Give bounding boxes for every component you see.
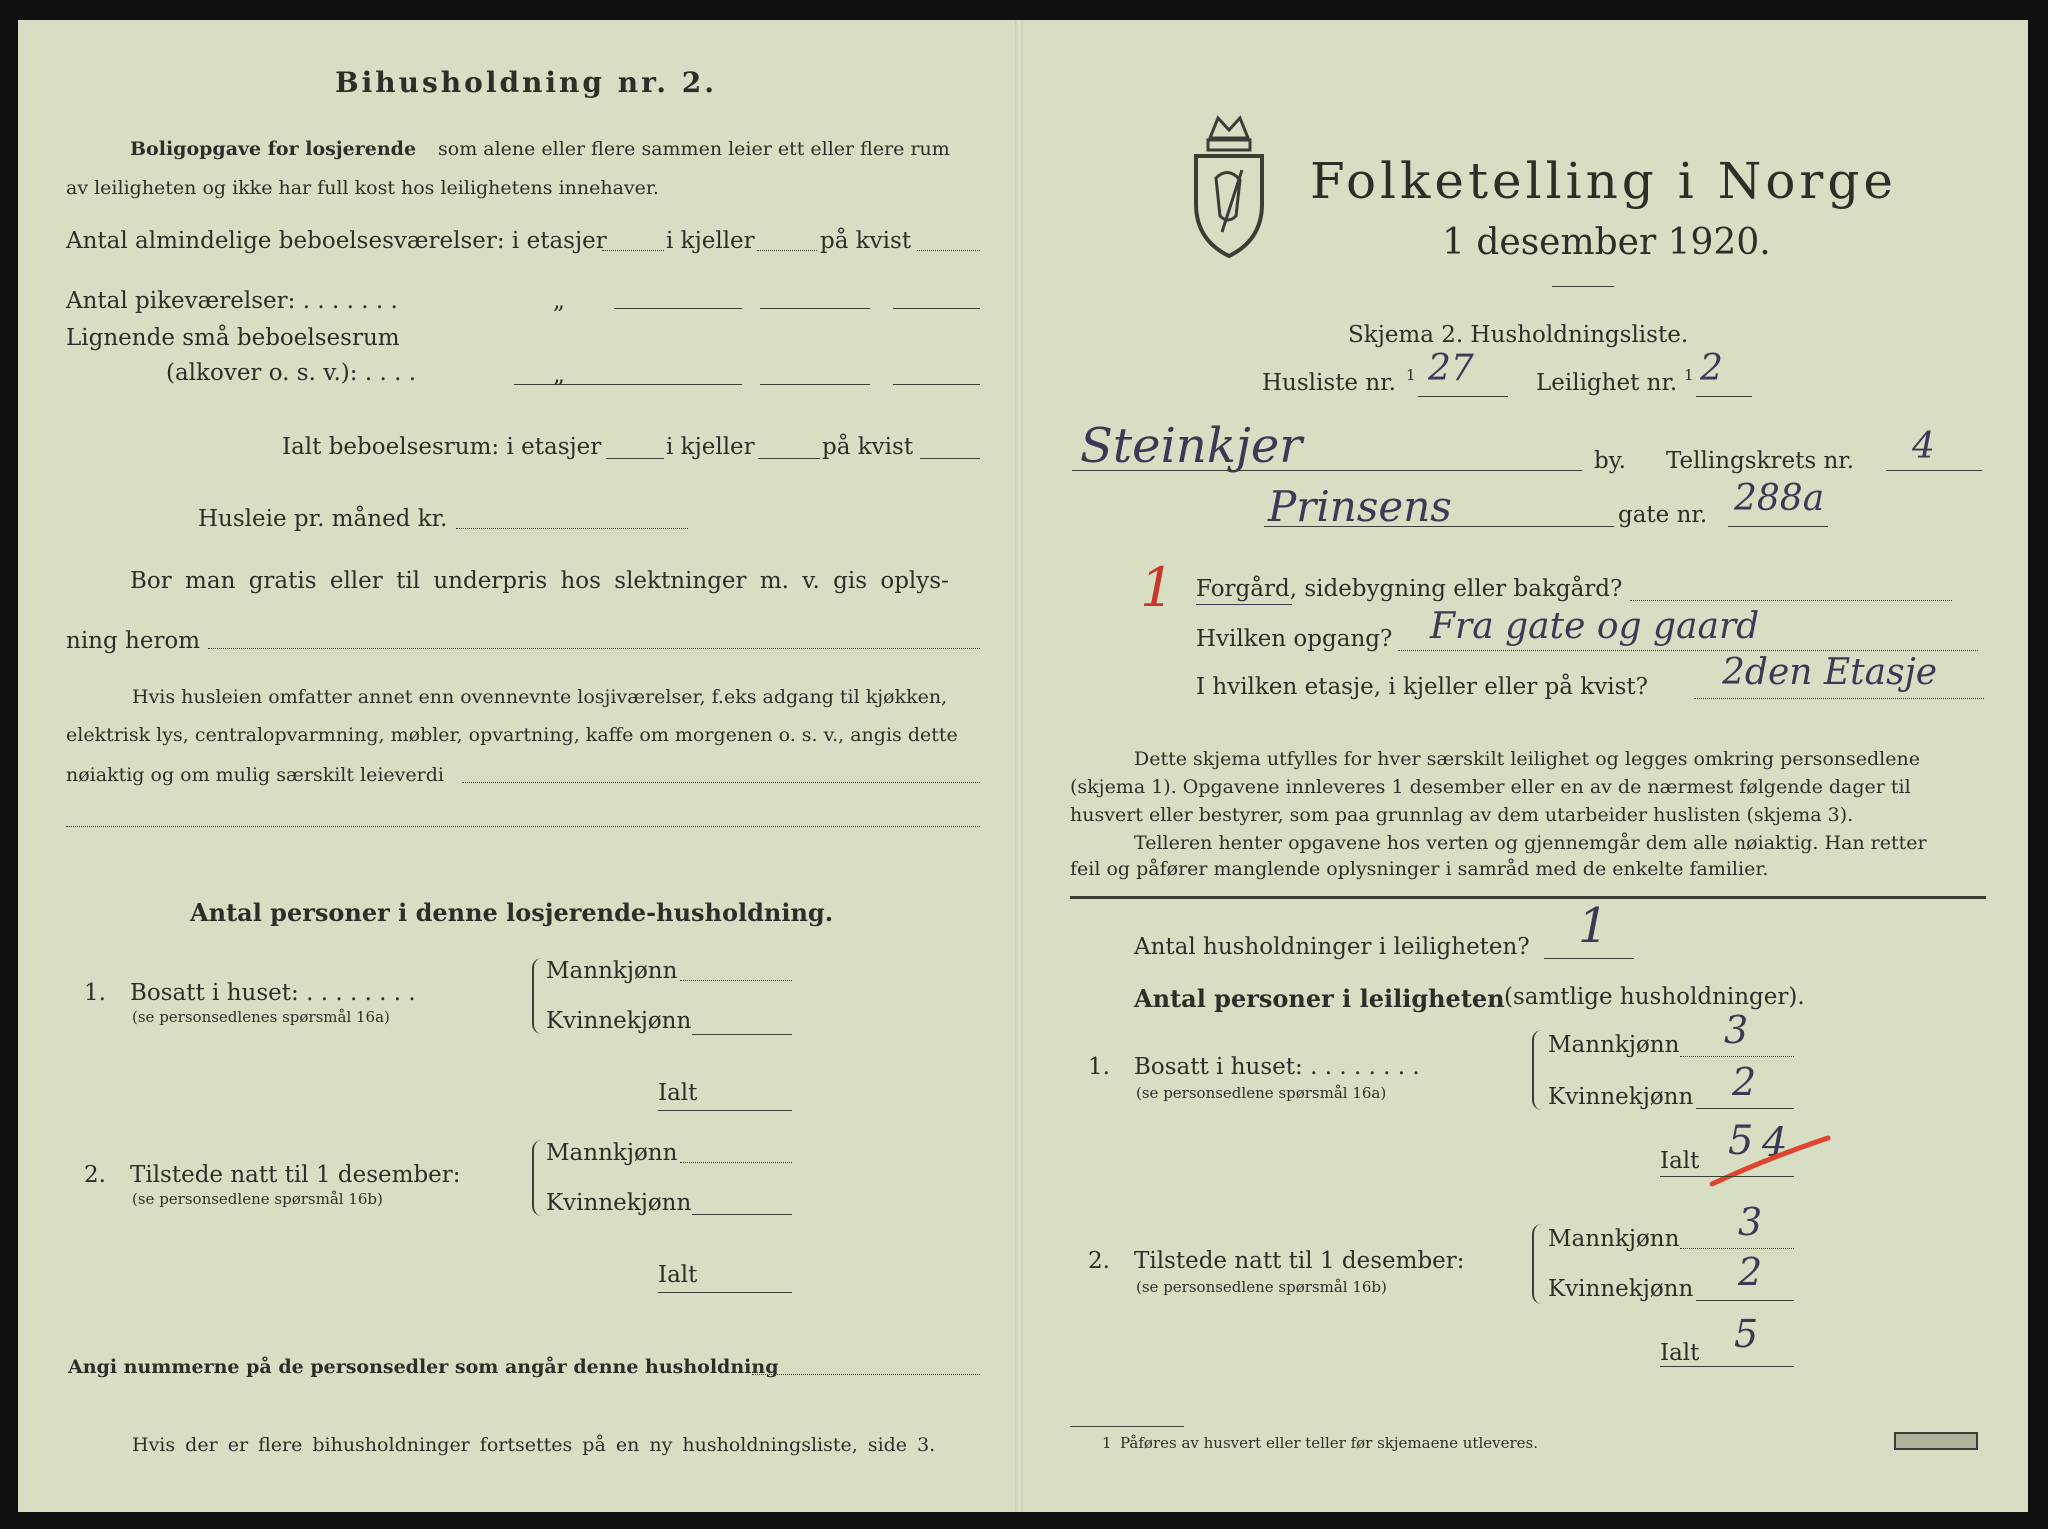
left-item1-sub: (se personsedlenes spørsmål 16a): [132, 1008, 390, 1026]
pike-kvist-line[interactable]: [893, 308, 980, 309]
left-item2-mann-line[interactable]: [680, 1162, 792, 1163]
left-item2-label: Tilstede natt til 1 desember:: [130, 1162, 461, 1188]
leieverdi-line-2[interactable]: [66, 826, 980, 827]
left-item1-ialt-line[interactable]: [658, 1110, 792, 1111]
ialt-etasjer-line[interactable]: [606, 458, 664, 459]
info-line1: Dette skjema utfylles for hver særskilt leilighet og legges omkring personsedlene: [1134, 748, 1920, 770]
tilstede-ialt-value: 5: [1734, 1312, 1759, 1356]
pike-kjeller-line[interactable]: [760, 308, 870, 309]
husliste-line[interactable]: [1418, 396, 1508, 397]
right-item2-label: Tilstede natt til 1 desember:: [1134, 1248, 1465, 1274]
lign-kjeller-line[interactable]: [760, 384, 870, 385]
rooms-kjeller-label: i kjeller: [666, 228, 755, 254]
left-item2-num: 2.: [84, 1162, 106, 1188]
forgard-underline: [1196, 604, 1292, 605]
bor-line[interactable]: [208, 648, 980, 649]
gate-line[interactable]: [1264, 526, 1614, 527]
coat-of-arms-icon: [1188, 108, 1270, 260]
right-item1-ialt: Ialt: [1660, 1148, 1700, 1174]
footnote-mark: 1: [1102, 1434, 1112, 1452]
antal-pers-rest: (samtlige husholdninger).: [1504, 984, 1805, 1010]
antal-hush-value: 1: [1578, 898, 1609, 954]
tellingskrets-label: Tellingskrets nr.: [1666, 448, 1855, 474]
rooms-label: Antal almindelige beboelsesværelser: i etasjer: [66, 228, 607, 254]
etasje-line[interactable]: [1694, 698, 1984, 699]
pike-label: Antal pikeværelser: . . . . . . .: [66, 288, 398, 314]
right-item2-kvinne: Kvinnekjønn: [1548, 1276, 1694, 1302]
left-item1-brace: [532, 958, 544, 1034]
forgard-label: Forgård, sidebygning eller bakgård?: [1196, 576, 1623, 602]
left-item2-brace: [532, 1140, 544, 1216]
left-item1-ialt: Ialt: [658, 1080, 698, 1106]
right-item2-ialt: Ialt: [1660, 1340, 1700, 1366]
info-line3: husvert eller bestyrer, som paa grunnlag av dem utarbeider huslisten (skjema 3).: [1070, 804, 1854, 826]
etasje-value: 2den Etasje: [1722, 652, 1938, 693]
left-item1-mann-line[interactable]: [680, 980, 792, 981]
bor-line1: Bor man gratis eller til underpris hos slektninger m. v. gis oplys-: [130, 568, 949, 594]
leilighet-value: 2: [1700, 348, 1723, 389]
ialt-kvist-line[interactable]: [920, 458, 980, 459]
bosatt-kvinne-line[interactable]: [1696, 1108, 1794, 1109]
lign-label: Lignende små beboelsesrum: [66, 325, 400, 351]
intro-rest: som alene eller flere sammen leier ett eller flere rum: [438, 138, 950, 160]
rooms-kjeller-line[interactable]: [757, 250, 817, 251]
antal-hush-line[interactable]: [1544, 958, 1634, 959]
skjema-label: Skjema 2. Husholdningsliste.: [1348, 322, 1689, 348]
tilstede-kvinne-value: 2: [1738, 1250, 1763, 1294]
info-line2: (skjema 1). Opgavene innleveres 1 desember eller en av de nærmest følgende dager til: [1070, 776, 1911, 798]
hvis-der-note: Hvis der er flere bihusholdninger fortsettes på en ny husholdningsliste, side 3.: [132, 1434, 936, 1456]
husleie-label: Husleie pr. måned kr.: [198, 506, 448, 532]
right-item2-num: 2.: [1088, 1248, 1110, 1274]
section-divider: [1070, 896, 1986, 899]
left-item2-ialt: Ialt: [658, 1262, 698, 1288]
right-item2-brace: [1532, 1224, 1544, 1304]
title-rule: [1552, 286, 1614, 287]
leilighet-label: Leilighet nr.: [1536, 370, 1678, 396]
husliste-sup: 1: [1406, 366, 1416, 384]
left-item2-sub: (se personsedlene spørsmål 16b): [132, 1190, 383, 1208]
printer-stamp: [1894, 1432, 1978, 1450]
right-item1-brace: [1532, 1030, 1544, 1110]
ialt-kjeller-label: i kjeller: [666, 434, 755, 460]
tilstede-kvinne-line[interactable]: [1696, 1300, 1794, 1301]
left-item1-kvinne-line[interactable]: [692, 1034, 792, 1035]
rooms-kvist-label: på kvist: [820, 228, 912, 254]
gate-nr-line[interactable]: [1728, 526, 1828, 527]
husliste-label: Husliste nr.: [1262, 370, 1396, 396]
bosatt-kvinne-value: 2: [1732, 1060, 1757, 1104]
bosatt-ialt-value: 5: [1728, 1118, 1754, 1164]
left-antal-title: Antal personer i denne losjerende-husholdning.: [190, 898, 834, 927]
right-item1-label: Bosatt i huset: . . . . . . . .: [1134, 1054, 1420, 1080]
opgang-value: Fra gate og gaard: [1430, 606, 1760, 647]
rooms-etasjer-line[interactable]: [602, 250, 664, 251]
gate-label: gate nr.: [1618, 502, 1708, 528]
footnote-text: Påføres av husvert eller teller før skjemaene utleveres.: [1120, 1434, 1538, 1452]
left-title: Bihusholdning nr. 2.: [335, 66, 717, 99]
left-item2-kvinne-line[interactable]: [692, 1214, 792, 1215]
antal-pers-bold: Antal personer i leiligheten: [1134, 984, 1505, 1013]
rooms-kvist-line[interactable]: [917, 250, 980, 251]
tellingskrets-line[interactable]: [1886, 470, 1982, 471]
right-title: Folketelling i Norge: [1310, 152, 1897, 210]
leilighet-line[interactable]: [1696, 396, 1752, 397]
lign-etasjer-line[interactable]: [514, 384, 742, 385]
right-item1-sub: (se personsedlene spørsmål 16a): [1136, 1084, 1387, 1102]
leilighet-sup: 1: [1684, 366, 1694, 384]
right-item2-sub: (se personsedlene spørsmål 16b): [1136, 1278, 1387, 1296]
right-item2-mann: Mannkjønn: [1548, 1226, 1680, 1252]
pike-etasjer-line[interactable]: [614, 308, 742, 309]
lign-ditto: „: [553, 362, 565, 388]
opgang-label: Hvilken opgang?: [1196, 626, 1393, 652]
right-item1-kvinne: Kvinnekjønn: [1548, 1084, 1694, 1110]
hvis-line3: nøiaktig og om mulig særskilt leieverdi: [66, 764, 444, 786]
gate-nr-value: 288a: [1734, 478, 1825, 519]
left-item2-kvinne: Kvinnekjønn: [546, 1190, 692, 1216]
husleie-line[interactable]: [456, 528, 688, 529]
info-line5: feil og påfører manglende oplysninger i samråd med de enkelte familier.: [1070, 858, 1769, 880]
hvis-line2: elektrisk lys, centralopvarmning, møbler, opvartning, kaffe om morgenen o. s. v., angis dette: [66, 724, 958, 746]
left-item2-ialt-line[interactable]: [658, 1292, 792, 1293]
bosatt-mann-value: 3: [1724, 1008, 1749, 1052]
ialt-kjeller-line[interactable]: [758, 458, 820, 459]
angi-label: Angi nummerne på de personsedler som angår denne husholdning: [68, 1356, 779, 1378]
tilstede-mann-line[interactable]: [1680, 1248, 1794, 1249]
tellingskrets-value: 4: [1912, 426, 1935, 467]
right-item1-mann: Mannkjønn: [1548, 1032, 1680, 1058]
bosatt-ialt-struck: 4: [1762, 1120, 1788, 1166]
left-item1-kvinne: Kvinnekjønn: [546, 1008, 692, 1034]
footnote-rule: [1070, 1426, 1184, 1427]
left-item1-num: 1.: [84, 980, 106, 1006]
left-item2-mann: Mannkjønn: [546, 1140, 678, 1166]
tilstede-mann-value: 3: [1738, 1200, 1763, 1244]
gate-value: Prinsens: [1268, 482, 1452, 531]
bosatt-mann-line[interactable]: [1680, 1056, 1794, 1057]
tilstede-ialt-line[interactable]: [1660, 1366, 1794, 1367]
antal-hush-label: Antal husholdninger i leiligheten?: [1134, 934, 1530, 960]
forgard-line[interactable]: [1630, 600, 1952, 601]
left-item1-mann: Mannkjønn: [546, 958, 678, 984]
intro-bold: Boligopgave for losjerende: [130, 138, 417, 160]
by-value: Steinkjer: [1080, 418, 1303, 474]
intro-line2: av leiligheten og ikke har full kost hos leilighetens innehaver.: [66, 177, 659, 199]
pike-ditto: „: [553, 288, 565, 314]
opgang-line[interactable]: [1398, 650, 1978, 651]
etasje-label: I hvilken etasje, i kjeller eller på kvist?: [1196, 674, 1648, 700]
info-line4: Telleren henter opgavene hos verten og gjennemgår dem alle nøiaktig. Han retter: [1134, 832, 1927, 854]
page-fold: [1015, 20, 1023, 1512]
ialt-kvist-label: på kvist: [822, 434, 914, 460]
bosatt-ialt-line[interactable]: [1660, 1176, 1794, 1177]
bor-line2: ning herom: [66, 628, 201, 654]
alkover-label: (alkover o. s. v.): . . . .: [166, 360, 417, 386]
by-label: by.: [1594, 448, 1626, 474]
red-correction-stroke: [1708, 1132, 1832, 1190]
ialt-rum-label: Ialt beboelsesrum: i etasjer: [282, 434, 602, 460]
husliste-value: 27: [1428, 348, 1474, 389]
hvis-line1: Hvis husleien omfatter annet enn ovennevnte losjiværelser, f.eks adgang til kjøkken,: [132, 686, 948, 708]
right-item1-num: 1.: [1088, 1054, 1110, 1080]
lign-kvist-line[interactable]: [893, 384, 980, 385]
by-line[interactable]: [1072, 470, 1582, 471]
left-item1-label: Bosatt i huset: . . . . . . . .: [130, 980, 416, 1006]
right-date: 1 desember 1920.: [1442, 222, 1771, 263]
angi-line[interactable]: [752, 1374, 980, 1375]
leieverdi-line[interactable]: [462, 782, 980, 783]
red-mark: 1: [1140, 556, 1175, 619]
